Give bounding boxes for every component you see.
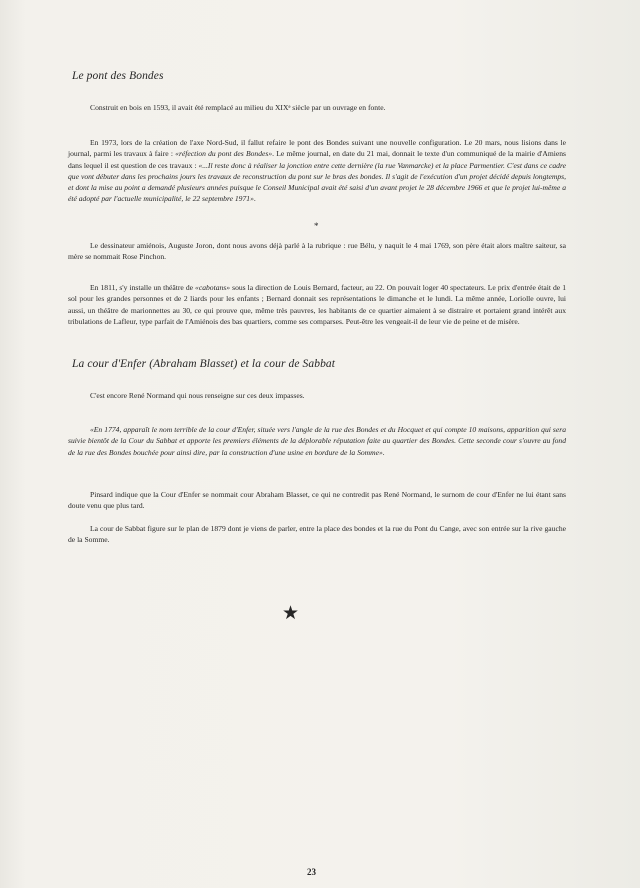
paragraph-normand-quote: «En 1774, apparaît le nom terrible de la cour d'Enfer, située vers l'angle de la rue des Bondes et du Hocquet et qui compte 10 maisons, apparition qui sera suivie bientôt de la Cour du Sabbat et apporte les premiers éléments de la déplorable réputation faite au quartier des Bondes. Cette seconde cour s'ouvre au fond de la rue des Bondes bouchée pour ainsi dire, par la construction d'une usine en bordure de la Somme». — [68, 425, 566, 457]
section-heading-pont-des-bondes: Le pont des Bondes — [72, 70, 164, 82]
paragraph-normand-intro: C'est encore René Normand qui nous renseigne sur ces deux impasses. — [90, 391, 305, 400]
paragraph-axe-nord-sud — [68, 137, 566, 205]
text-run: . Le même journal, en date du 21 mai, donnait le texte d'un communiqué de la mairie d'Amiens dans lequel il est question de ces travaux : — [68, 149, 566, 170]
text-run: En 1973, lors de la création de l'axe Nord-Sud, il fallut refaire le pont des Bondes suivant une nouvelle configuration. Le 20 mars, nous lisions dans le journal, parmi les travaux à faire : — [68, 138, 566, 159]
text-run: En 1811, s'y installe un théâtre de — [90, 283, 196, 292]
end-star-icon: ★ — [282, 603, 300, 624]
paragraph-construction: Construit en bois en 1593, il avait été remplacé au milieu du XIXᵉ siècle par un ouvrage en fonte. — [90, 103, 386, 112]
section-separator: * — [314, 221, 319, 231]
paragraph-cour-sabbat: La cour de Sabbat figure sur le plan de 1879 dont je viens de parler, entre la place des bondes et la rue du Pont du Cange, avec son entrée sur la rive gauche de la Somme. — [68, 524, 566, 545]
paragraph-pinsard: Pinsard indique que la Cour d'Enfer se nommait cour Abraham Blasset, ce qui ne contredit pas René Normand, le surnom de cour d'Enfer ne lui étant sans doute venu que plus tard. — [68, 490, 566, 511]
page-number: 23 — [307, 867, 316, 877]
text-run: sous la direction de Louis Bernard, facteur, au 22. On pouvait loger 40 spectateurs. Le prix d'entrée était de 1 sol pour les grandes personnes et de 2 liards pour les enfants ; Bernard donnait ses représentations le dimanche et le lundi. La même année, Loriolle ouvre, lui aussi, un théâtre de marionnettes au 30, ce qui prouve que, même très pauvres, les habitants de ce quartier aimaient à se distraire et portaient grand intérêt aux tribulations de Lafleur, type parfait de l'Amiénois des bas quartiers, comme ses comparses. Peut-être les vengeait-il de leur vie de peine et de misère. — [68, 283, 567, 326]
section-heading-cour-enfer: La cour d'Enfer (Abraham Blasset) et la cour de Sabbat — [72, 358, 336, 370]
quote-run: «cabotans» — [195, 283, 231, 292]
paragraph-joron: Le dessinateur amiénois, Auguste Joron, dont nous avons déjà parlé à la rubrique : rue Bélu, y naquit le 4 mai 1769, son père était alors maître saiteur, sa mère se nommait Rose Pinchon. — [68, 241, 566, 262]
quote-run: «...Il reste donc à réaliser la jonction entre cette dernière (la rue Vanmarcke) et la place Parmentier. C'est dans ce cadre que vont débuter dans les prochains jours les travaux de reconstruction du pont sur le bras des bondes. Il s'agit de l'exécution d'un projet décidé depuis longtemps, et dont la mise au point a demandé plusieurs années puisque le Conseil Municipal avait été saisi d'un avant projet le 28 décembre 1966 et que le projet lui-même a été adopté par l'actuelle municipalité, le 22 septembre 1971» — [68, 160, 566, 204]
paragraph-theatre-cabotans — [68, 282, 566, 327]
text-run: . — [253, 194, 256, 204]
quote-run: «réfection du pont des Bondes» — [175, 149, 273, 159]
